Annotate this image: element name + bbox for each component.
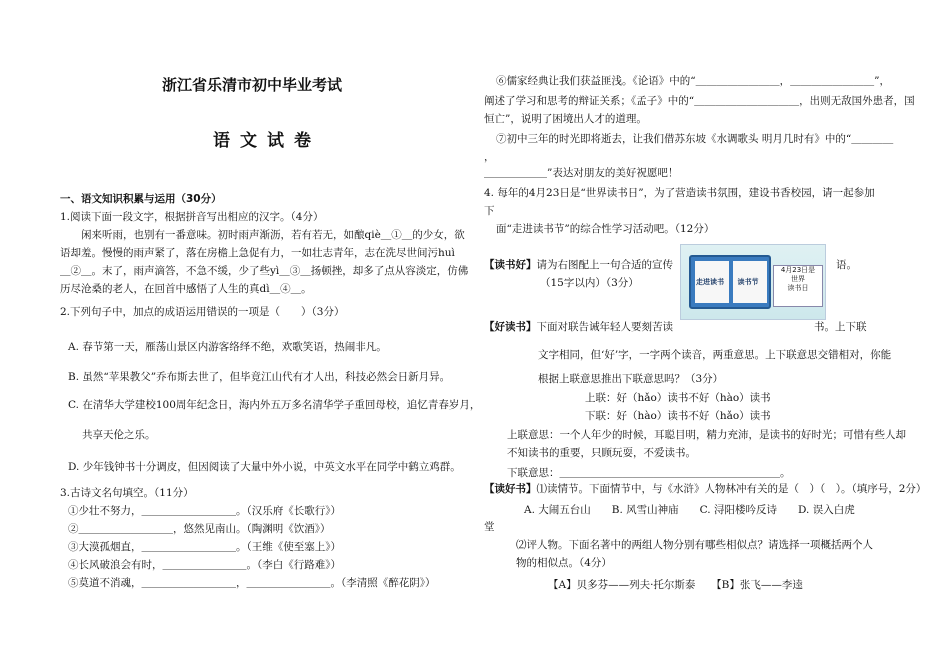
q1-passage-line3: ＿②＿。末了，雨声滴答，不急不缓，少了些yì＿③＿扬顿挫，却多了点从容淡定，仿佛 xyxy=(60,265,469,277)
love-reading-line3: 根据上联意思推出下联意思吗？（3分） xyxy=(538,373,724,385)
q2-intro: 2.下列句子中，加点的成语运用错误的一项是（ ）（3分） xyxy=(60,306,345,318)
q2-option-c-line1: C. 在清华大学建校100周年纪念日，海内外五万多名清华学子重回母校，追忆青春岁月， xyxy=(68,399,481,411)
q4-intro-line2: 下 xyxy=(484,205,495,217)
love-reading-text: 下面对联告诫年轻人要刻苦读 xyxy=(536,321,673,333)
reading-good-sub: （15字以内）（3分） xyxy=(540,277,639,289)
q2-option-c-line2: 共享天伦之乐。 xyxy=(82,429,156,441)
character-question-line2: 物的相似点。（4分） xyxy=(516,557,612,569)
book-right-label: 读书节 xyxy=(737,278,759,286)
q1-passage-line2: 语却羞。慢慢的雨声紧了，落在房檐上急促有力，一如壮志青年，志在洗尽世间污huì xyxy=(60,247,455,259)
upper-meaning-line2: 不知读书的重要，只顾玩耍，不爱读书。 xyxy=(507,447,696,459)
q4-intro-line1: 4. 每年的4月23日是“世界读书日”，为了营造读书氛围，建设书香校园，请一起参加 xyxy=(484,187,875,199)
q2-option-b: B. 虽然“苹果教父”乔布斯去世了，但毕竟江山代有才人出，科技必然会日新月异。 xyxy=(68,371,451,383)
q3-item7-line2: ， xyxy=(484,151,495,163)
q1-passage-line1: 闲来听雨，也别有一番意味。初时雨声渐沥，若有若无，如酿qiè＿①＿的少女，欲 xyxy=(60,229,465,241)
read-good-books-tag: 【读好书】 xyxy=(484,483,537,495)
exam-title: 浙江省乐清市初中毕业考试 xyxy=(162,76,343,94)
sign-line1: 4月23日是 xyxy=(780,266,816,274)
q4-intro-line3: 面“走进读书节”的综合性学习活动吧。（12分） xyxy=(496,223,715,235)
sign-line3: 读书日 xyxy=(787,284,809,292)
q1-intro: 1.阅读下面一段文字，根据拼音写出相应的汉字。（4分） xyxy=(60,211,324,223)
character-question-line1: ⑵评人物。下面名著中的两组人物分别有哪些相似点？请选择一项概括两个人 xyxy=(516,539,873,551)
q3-item3: ③大漠孤烟直，＿＿＿＿＿＿＿＿＿。（王维《使至塞上》） xyxy=(68,541,341,553)
section1-heading: 一、语文知识积累与运用（30分） xyxy=(60,193,222,205)
lower-meaning-blank: 下联意思：＿＿＿＿＿＿＿＿＿＿＿＿＿＿＿＿＿＿＿＿＿。 xyxy=(507,467,791,479)
reading-good-tag: 【读书好】 xyxy=(484,259,537,271)
love-reading-line1 xyxy=(484,320,673,334)
q3-item6-line3: 恒亡”，说明了困境出人才的道理。 xyxy=(484,113,647,125)
read-good-books-line1 xyxy=(484,482,926,496)
q3-item2: ②＿＿＿＿＿＿＿＿＿，悠然见南山。（陶渊明《饮酒》） xyxy=(68,523,331,535)
sign-line2: 世界 xyxy=(791,275,805,283)
couplet-lower: 下联：好（hào）读书不好（hǎo）读书 xyxy=(585,410,771,422)
upper-meaning-line1: 上联意思：一个人年少的时候，耳聪目明，精力充沛，是读书的好时光；可惜有些人却 xyxy=(507,429,906,441)
q3-item7-line1: ⑦初中三年的时光即将逝去，让我们借苏东坡《水调歌头 明月几时有》中的“＿＿＿＿ xyxy=(496,133,894,145)
couplet-upper: 上联：好（hǎo）读书不好（hào）读书 xyxy=(585,392,771,404)
q2-option-a: A. 春节第一天，雁荡山景区内游客络绎不绝，欢歌笑语，热闹非凡。 xyxy=(68,341,387,353)
love-reading-tag: 【好读书】 xyxy=(484,321,537,333)
character-pairs: 【A】贝多芬——列夫·托尔斯泰 【B】张飞——李逵 xyxy=(548,579,803,591)
q3-item4: ④长风破浪会有时，＿＿＿＿＿＿＿＿。（李白《行路难》） xyxy=(68,559,341,571)
love-reading-end: 书。上下联 xyxy=(814,321,867,333)
q3-item6-line2: 阐述了学习和思考的辩证关系；《孟子》中的“＿＿＿＿＿＿＿＿＿＿，出则无敌国外患者，国 xyxy=(484,95,915,107)
reading-good-line1 xyxy=(484,258,673,272)
q3-item5: ⑤莫道不消魂，＿＿＿＿＿＿＿＿＿，＿＿＿＿＿＿＿＿。（李清照《醉花阴》） xyxy=(68,577,436,589)
reading-good-end: 语。 xyxy=(836,259,857,271)
q3-item7-line3: ＿＿＿＿＿＿”表达对朋友的美好祝愿吧！ xyxy=(484,167,679,179)
world-book-day-image xyxy=(680,244,826,320)
q2-option-d: D. 少年钱钟书十分调皮，但因阅读了大量中外小说，中英文水平在同学中鹤立鸡群。 xyxy=(68,461,461,473)
q3-item6-line1: ⑥儒家经典让我们获益匪浅。《论语》中的“＿＿＿＿＿＿＿＿，＿＿＿＿＿＿＿＿”， xyxy=(496,75,890,87)
q3-intro: 3.古诗文名句填空。（11分） xyxy=(60,487,194,499)
plot-options-cont: 堂 xyxy=(484,521,495,533)
paper-title: 语文试卷 xyxy=(213,131,321,151)
love-reading-line2: 文字相同，但‘好’字，一字两个读音，两重意思。上下联意思交错相对，你能 xyxy=(538,349,892,361)
read-good-books-text: ⑴读情节。下面情节中，与《水浒》人物林冲有关的是（ ）（ ）。（填序号，2分） xyxy=(536,483,927,495)
q3-item1: ①少壮不努力，＿＿＿＿＿＿＿＿＿。（汉乐府《长歌行》） xyxy=(68,505,341,517)
book-left-label: 走进读书 xyxy=(696,278,724,286)
plot-options: A. 大闹五台山 B. 风雪山神庙 C. 浔阳楼吟反诗 D. 误入白虎 xyxy=(524,504,855,516)
open-book-icon xyxy=(689,255,771,309)
q1-passage-line4: 历尽沧桑的老人，在回首中感悟了人生的真dì＿④＿。 xyxy=(60,283,312,295)
book-day-sign xyxy=(773,265,823,307)
reading-good-text: 请为右图配上一句合适的宣传 xyxy=(536,259,673,271)
